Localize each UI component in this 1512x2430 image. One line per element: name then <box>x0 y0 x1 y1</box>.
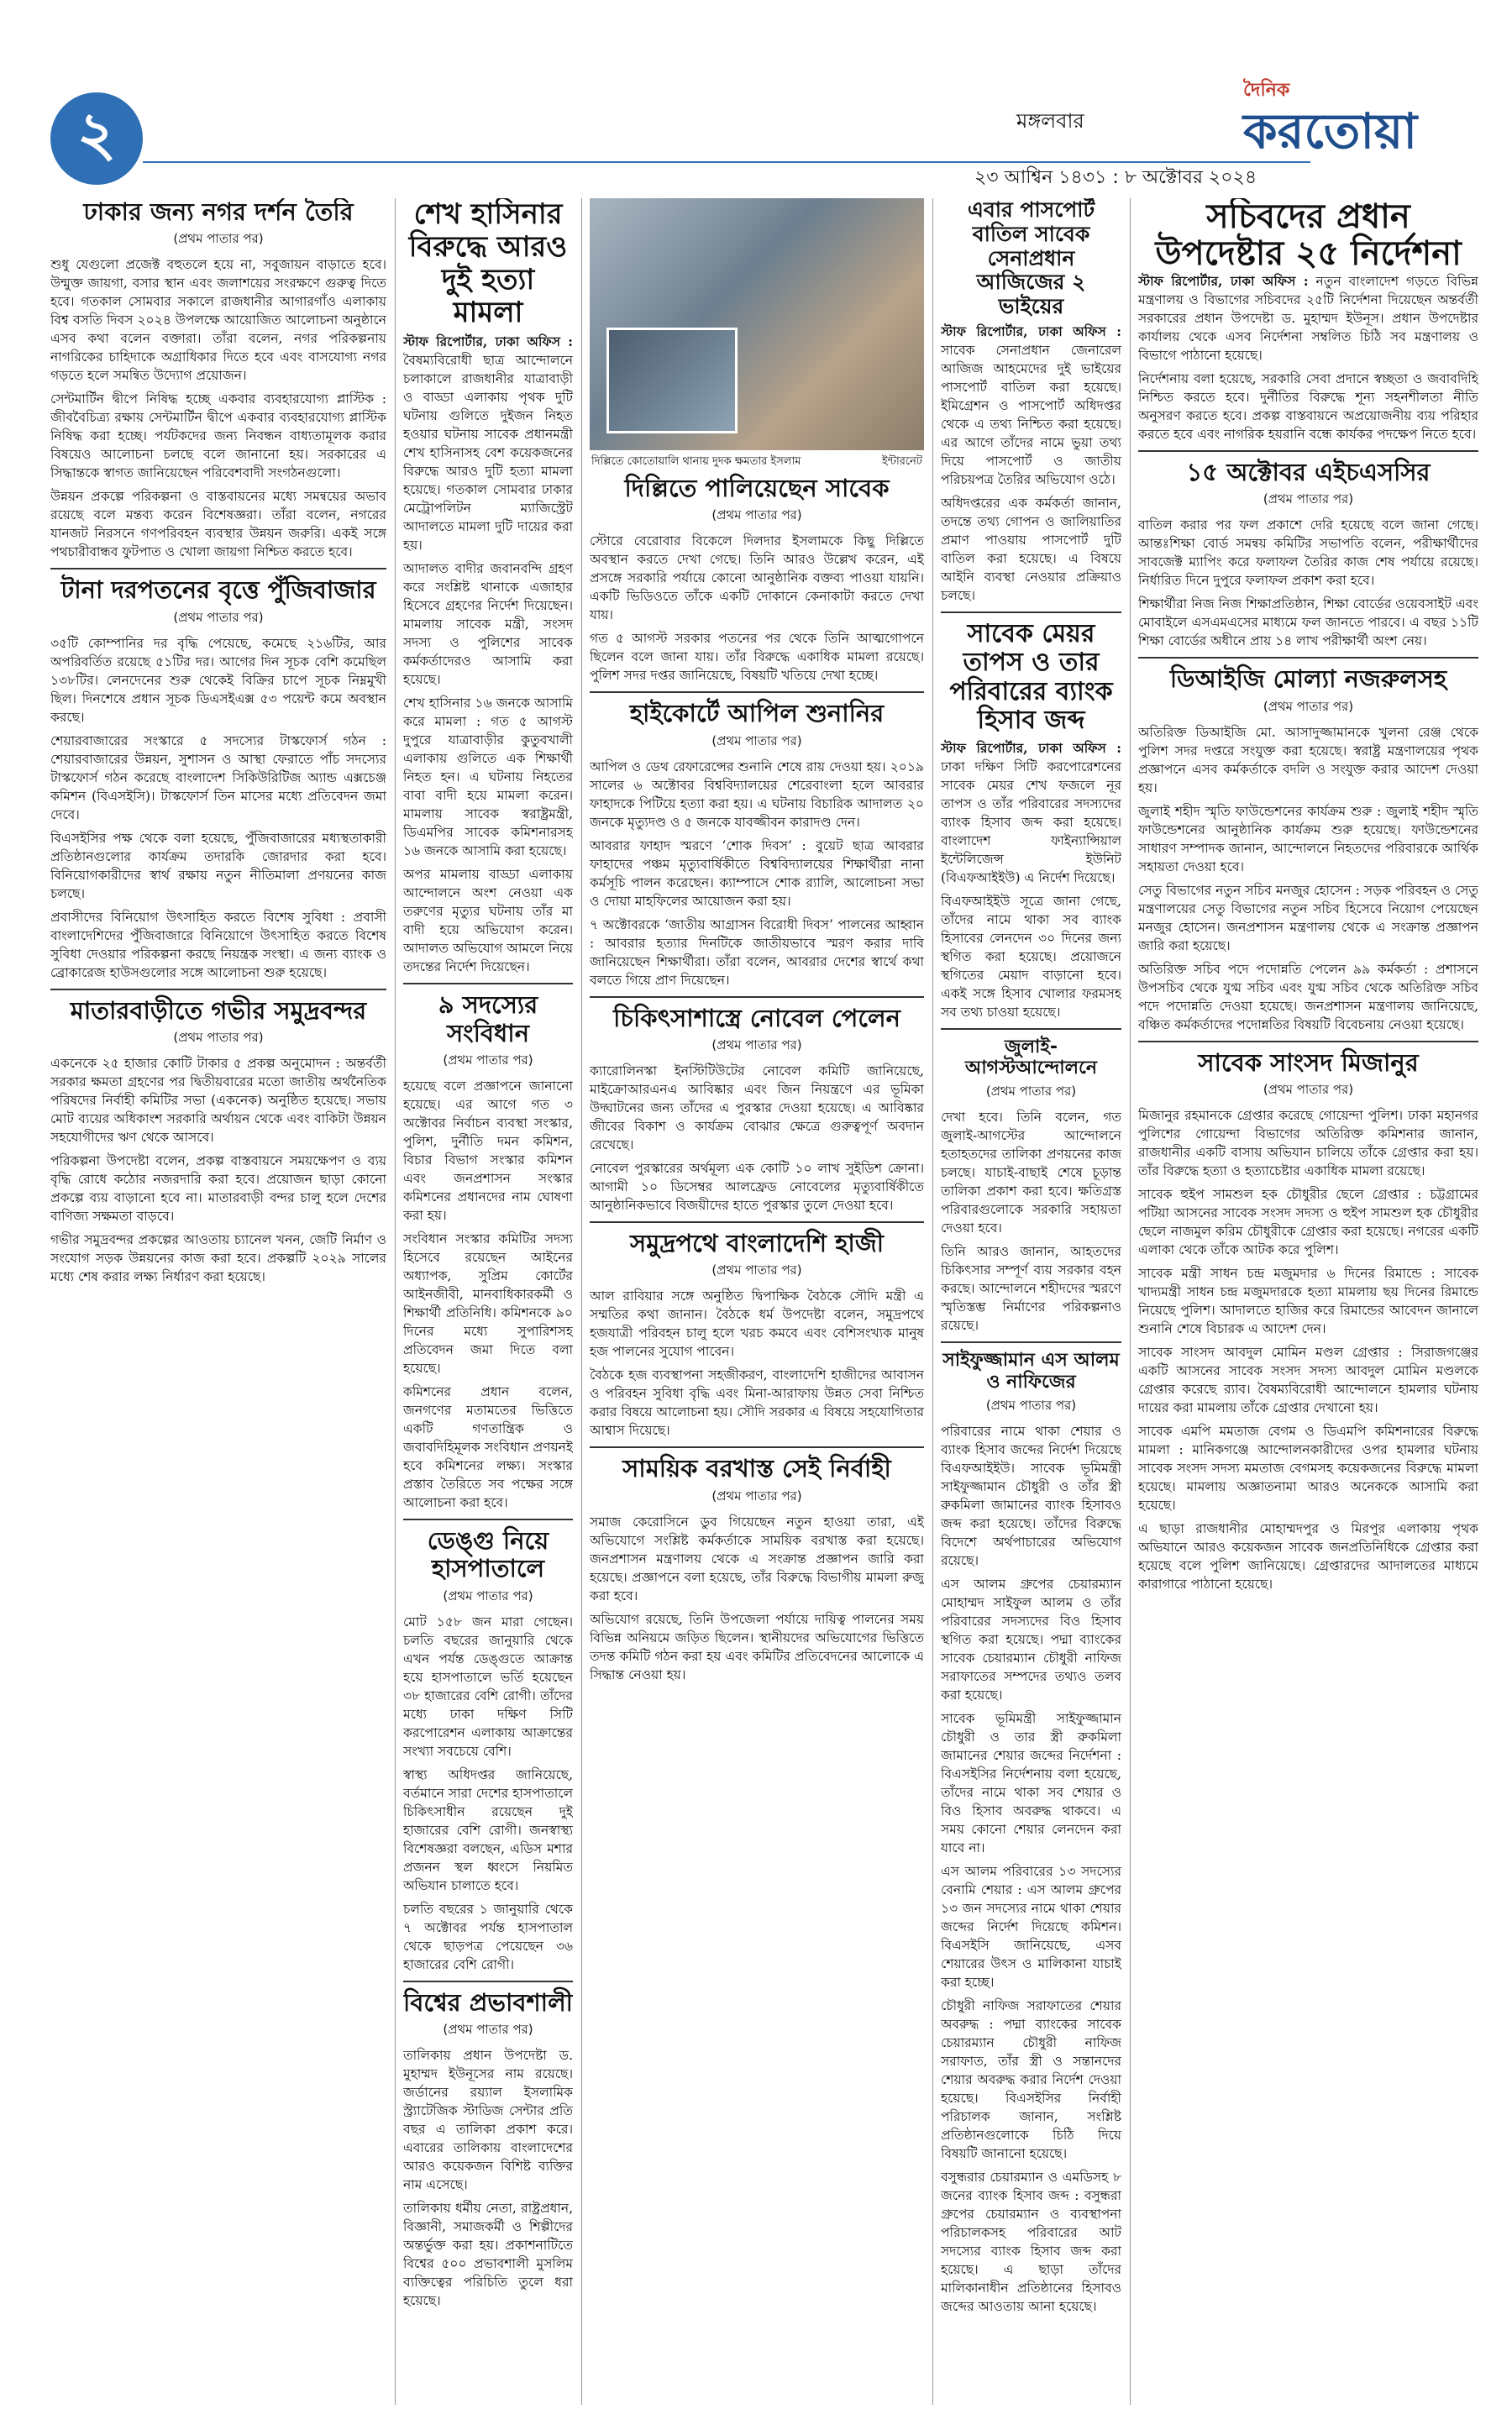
paragraph: তালিকায় প্রধান উপদেষ্টা ড. মুহাম্মদ ইউনূসের নাম রয়েছে। জর্ডানের রয়্যাল ইসলামিক স্ট্র্যাটেজিক স্টাডিজ সেন্টার প্রতি বছর এ তালিকা প্রকাশ করে। এবারের তালিকায় বাংলাদেশের আরও কয়েকজন বিশিষ্ট ব্যক্তির নাম এসেছে। <box>403 2048 573 2193</box>
header-date: ২৩ আশ্বিন ১৪৩১ : ৮ অক্টোবর ২০২৪ <box>974 167 1257 188</box>
paragraph: তিনি আরও জানান, আহতদের চিকিৎসার সম্পূর্ণ ব্যয় সরকার বহন করছে। আন্দোলনে শহীদদের স্মরণে স্মৃতিস্তম্ভ নির্মাণের পরিকল্পনাও রয়েছে। <box>941 1244 1121 1334</box>
continuation-note: (প্রথম পাতার পর) <box>1263 698 1354 714</box>
caption-text: দিল্লিতে কোতোয়ালি থানায় দুদক ক্ষমতার ইসলাম <box>591 455 801 468</box>
paragraph: এস আলম পরিবারের ১৩ সদস্যের বেনামি শেয়ার : এস আলম গ্রুপের ১৩ জন সদস্যের নামে থাকা শেয়ার জব্দের নির্দেশ দিয়েছে কমিশন। বিএসইসি জানিয়েছে, এসব শেয়ারের উৎস ও মালিকানা যাচাই করা হচ্ছে। <box>941 1863 1121 1990</box>
story-divider <box>50 989 386 990</box>
continuation-note: (প্রথম পাতার পর) <box>711 1037 802 1053</box>
continuation-note: (প্রথম পাতার পর) <box>443 2022 533 2038</box>
paragraph: ক্যারোলিনস্কা ইনস্টিটিউটের নোবেল কমিটি জানিয়েছে, মাইক্রোআরএনএ আবিষ্কার এবং জিন নিয়ন্ত্রণে এর ভূমিকা উদ্ঘাটনের জন্য তাঁদের এ পুরস্কার দেওয়া হয়েছে। এ আবিষ্কার জীবের বিকাশ ও কার্যক্রম বোঝার ক্ষেত্রে গুরুত্বপূর্ণ অবদান রেখেছে। <box>590 1063 924 1153</box>
paragraph <box>941 323 1121 489</box>
column-rule <box>581 198 582 2405</box>
headline-constitution[interactable]: ৯ সদস্যের সংবিধান <box>438 990 538 1047</box>
paragraph: কমিশনের প্রধান বলেন, জনগণের মতামতের ভিত্তিতে একটি গণতান্ত্রিক ও জবাবদিহিমূলক সংবিধান প্রণয়নই হবে কমিশনের লক্ষ্য। সংস্কার প্রস্তাব তৈরিতে সব পক্ষের সঙ্গে আলোচনা করা হবে। <box>403 1384 573 1511</box>
paragraph: বাতিল করার পর ফল প্রকাশে দেরি হয়েছে বলে জানা গেছে। আন্তঃশিক্ষা বোর্ড সমন্বয় কমিটির সভাপতি বলেন, পরীক্ষার্থীদের সাবজেক্ট ম্যাপিং করে ফলাফল তৈরির কাজ শেষ পর্যায়ে রয়েছে। নির্ধারিত দিনে দুপুরে ফলাফল প্রকাশ করা হবে। <box>1138 517 1478 589</box>
paragraph: দেখা হবে। তিনি বলেন, গত জুলাই-আগস্টের আন্দোলনে হতাহতদের তালিকা প্রণয়নের কাজ চলছে। যাচাই-বাছাই শেষে চূড়ান্ত তালিকা প্রকাশ করা হবে। ক্ষতিগ্রস্ত পরিবারগুলোকে সরকারি সহায়তা দেওয়া হবে। <box>941 1110 1121 1236</box>
column-rule <box>395 198 396 2405</box>
headline-hajj-sea[interactable]: সমুদ্রপথে বাংলাদেশি হাজী <box>629 1229 885 1258</box>
continuation-note: (প্রথম পাতার পর) <box>711 1488 802 1504</box>
continuation-note: (প্রথম পাতার পর) <box>711 1262 802 1278</box>
story-divider <box>590 691 924 693</box>
story-divider <box>590 996 924 998</box>
paragraph: সাবেক এমপি মমতাজ বেগম ও ডিএমপি কমিশনারের বিরুদ্ধে মামলা : মানিকগঞ্জে আন্দোলনকারীদের ওপর হামলার ঘটনায় সাবেক সংসদ সদস্য মমতাজ বেগমসহ কয়েকজনের বিরুদ্ধে মামলা হয়েছে। মামলায় অজ্ঞাতনামা আরও অনেককে আসামি করা হয়েছে। <box>1138 1424 1478 1514</box>
paragraph: মোট ১৫৮ জন মারা গেছেন। চলতি বছরের জানুয়ারি থেকে এখন পর্যন্ত ডেঙ্গুতে আক্রান্ত হয়ে হাসপাতালে ভর্তি হয়েছেন ৩৮ হাজারের বেশি রোগী। তাঁদের মধ্যে ঢাকা দক্ষিণ সিটি করপোরেশন এলাকায় আক্রান্তের সংখ্যা সবচেয়ে বেশি। <box>403 1614 573 1759</box>
paragraph-text: বৈষম্যবিরোধী ছাত্র আন্দোলনে চলাকালে রাজধানীর যাত্রাবাড়ী ও বাড্ডা এলাকায় পৃথক দুটি ঘটনায় গুলিতে দুইজন নিহত হওয়ার ঘটনায় সাবেক প্রধানমন্ত্রী শেখ হাসিনাসহ বেশ কয়েকজনের বিরুদ্ধে আরও দুটি হত্যা মামলা হয়েছে। গতকাল সোমবার ঢাকার মেট্রোপলিটন ম্যাজিস্ট্রেট আদালতে মামলা দুটি দায়ের করা হয়। <box>403 353 573 554</box>
paragraph: সাবেক ভূমিমন্ত্রী সাইফুজ্জামান চৌধুরী ও তার স্ত্রী রুকমিলা জামানের শেয়ার জব্দের নির্দেশনা : বিএসইসির নির্দেশনায় বলা হয়েছে, তাঁদের নামে থাকা সব শেয়ার ও বিও হিসাব অবরুদ্ধ থাকবে। এ সময় কোনো শেয়ার লেনদেন করা যাবে না। <box>941 1710 1121 1855</box>
headline-suspended[interactable]: সাময়িক বরখাস্ত সেই নির্বাহী <box>622 1454 891 1483</box>
headline-high-court[interactable]: হাইকোর্টে আপিল শুনানির <box>629 699 885 728</box>
logo-big-text: করতোয়া <box>1243 102 1418 160</box>
headline-nagar-darshan[interactable]: ঢাকার জন্য নগর দর্শন তৈরি <box>83 198 354 226</box>
story-divider <box>941 1028 1121 1030</box>
headline-taposh[interactable]: সাবেক মেয়র তাপস ও তার পরিবারের ব্যাংক হিসাব জব্দ <box>949 618 1113 736</box>
paragraph: অপর মামলায় বাড্ডা এলাকায় আন্দোলনে অংশ নেওয়া এক তরুণের মৃত্যুর ঘটনায় তাঁর মা বাদী হয়ে অভিযোগ করেন। আদালত অভিযোগ আমলে নিয়ে তদন্তের নির্দেশ দিয়েছেন। <box>403 867 573 975</box>
story-divider <box>590 1446 924 1448</box>
column-2 <box>403 198 573 2399</box>
paragraph: নির্দেশনায় বলা হয়েছে, সরকারি সেবা প্রদানে স্বচ্ছতা ও জবাবদিহি নিশ্চিত করতে হবে। দুর্নীতির বিরুদ্ধে শূন্য সহনশীলতা নীতি অনুসরণ করতে হবে। প্রকল্প বাস্তবায়নে অপ্রয়োজনীয় ব্যয় পরিহার করতে হবে এবং নাগরিক হয়রানি বন্ধে কার্যকর পদক্ষেপ নিতে হবে। <box>1138 371 1478 442</box>
paragraph: শিক্ষার্থীরা নিজ নিজ শিক্ষাপ্রতিষ্ঠান, শিক্ষা বোর্ডের ওয়েবসাইট এবং মোবাইলে এসএমএসের মাধ্যমে ফল জানতে পারবে। এ বছর ১১টি শিক্ষা বোর্ডের অধীনে প্রায় ১৪ লাখ পরীক্ষার্থী অংশ নেয়। <box>1138 596 1478 649</box>
headline-passport[interactable]: এবার পাসপোর্ট বাতিল সাবেক সেনাপ্রধান আজিজের ২ ভাইয়ের <box>967 198 1095 318</box>
paragraph-text: সাবেক সেনাপ্রধান জেনারেল আজিজ আহমেদের দুই ভাইয়ের পাসপোর্ট বাতিল করা হয়েছে। ইমিগ্রেশন ও পাসপোর্ট অধিদপ্তর থেকে এ তথ্য নিশ্চিত করা হয়েছে। এর আগে তাঁদের নামে ভুয়া তথ্য দিয়ে পাসপোর্ট ও জাতীয় পরিচয়পত্র তৈরির অভিযোগ ওঠে। <box>941 342 1121 487</box>
paragraph: অতিরিক্ত ডিআইজি মো. আসাদুজ্জামানকে খুলনা রেঞ্জ থেকে পুলিশ সদর দপ্তরে সংযুক্ত করা হয়েছে। স্বরাষ্ট্র মন্ত্রণালয়ের পৃথক প্রজ্ঞাপনে এসব কর্মকর্তাকে বদলি ও সংযুক্ত করার আদেশ দেওয়া হয়। <box>1138 724 1478 795</box>
paragraph: ৭ অক্টোবরকে ‘জাতীয় আগ্রাসন বিরোধী দিবস’ পালনের আহ্বান : আবরার হত্যার দিনটিকে জাতীয়ভাবে স্মরণ করার দাবি জানিয়েছেন শিক্ষার্থীরা। তাঁরা বলেন, আবরার দেশের স্বার্থে কথা বলতে গিয়ে প্রাণ দিয়েছেন। <box>590 916 924 988</box>
caption-credit: ইন্টারনেট <box>882 455 922 468</box>
headline-share-market[interactable]: টানা দরপতনের বৃত্তে পুঁজিবাজার <box>60 575 376 605</box>
paragraph: আদালত বাদীর জবানবন্দি গ্রহণ করে সংশ্লিষ্ট থানাকে এজাহার হিসেবে গ্রহণের নির্দেশ দিয়েছেন। মামলায় সাবেক মন্ত্রী, সংসদ সদস্য ও পুলিশের সাবেক কর্মকর্তাদেরও আসামি করা হয়েছে। <box>403 561 573 688</box>
page-number-badge: ২ <box>50 92 143 185</box>
paragraph <box>403 333 573 554</box>
paragraph: এস আলম গ্রুপের চেয়ারম্যান মোহাম্মদ সাইফুল আলম ও তাঁর পরিবারের সদস্যদের বিও হিসাব স্থগিত করা হয়েছে। পদ্মা ব্যাংকের সাবেক চেয়ারম্যান চৌধুরী নাফিজ সরাফাতের সম্পদের তথ্যও তলব করা হয়েছে। <box>941 1576 1121 1703</box>
newspaper-logo <box>1243 76 1478 176</box>
paragraph: সাবেক সাংসদ আবদুল মোমিন মণ্ডল গ্রেপ্তার : সিরাজগঞ্জের একটি আসনের সাবেক সংসদ সদস্য আবদুল মোমিন মণ্ডলকে গ্রেপ্তার করেছে র‍্যাব। বৈষম্যবিরোধী আন্দোলনে হামলার ঘটনায় দায়ের করা মামলায় তাঁকে গ্রেপ্তার দেখানো হয়। <box>1138 1345 1478 1416</box>
story-divider <box>403 1519 573 1520</box>
story-divider <box>403 1981 573 1982</box>
paragraph: এ ছাড়া রাজধানীর মোহাম্মদপুর ও মিরপুর এলাকায় পৃথক অভিযানে আরও কয়েকজন সাবেক জনপ্রতিনিধিকে গ্রেপ্তার করা হয়েছে বলে পুলিশ জানিয়েছে। গ্রেপ্তারদের আদালতের মাধ্যমে কারাগারে পাঠানো হয়েছে। <box>1138 1521 1478 1593</box>
paragraph: সাবেক মন্ত্রী সাধন চন্দ্র মজুমদার ৬ দিনের রিমান্ডে : সাবেক খাদ্যমন্ত্রী সাধন চন্দ্র মজুমদারকে হত্যা মামলায় ছয় দিনের রিমান্ডে নিয়েছে পুলিশ। আদালতে হাজির করে রিমান্ডের আবেদন জানালে শুনানি শেষে বিচারক এ আদেশ দেন। <box>1138 1266 1478 1337</box>
continuation-note: (প্রথম পাতার পর) <box>711 507 802 523</box>
paragraph <box>941 739 1121 887</box>
paragraph: সাবেক হুইপ সামশুল হক চৌধুরীর ছেলে গ্রেপ্তার : চট্টগ্রামের পটিয়া আসনের সাবেক সংসদ সদস্য ও হুইপ সামশুল হক চৌধুরীর ছেলে নাজমুল করিম চৌধুরীকে গ্রেপ্তার করা হয়েছে। নগরের একটি এলাকা থেকে তাঁকে আটক করে পুলিশ। <box>1138 1187 1478 1258</box>
story-divider <box>941 611 1121 613</box>
paragraph: মিজানুর রহমানকে গ্রেপ্তার করেছে গোয়েন্দা পুলিশ। ঢাকা মহানগর পুলিশের গোয়েন্দা বিভাগের অতিরিক্ত কমিশনার জানান, রাজধানীর একটি বাসায় অভিযান চালিয়ে তাঁকে গ্রেপ্তার করা হয়। তাঁর বিরুদ্ধে হত্যা ও হত্যাচেষ্টার একাধিক মামলা রয়েছে। <box>1138 1108 1478 1179</box>
paragraph: একনেকে ২৫ হাজার কোটি টাকার ৫ প্রকল্প অনুমোদন : অন্তর্বর্তী সরকার ক্ষমতা গ্রহণের পর দ্বিতীয়বারের মতো জাতীয় অর্থনৈতিক পরিষদের নির্বাহী কমিটির সভা (একনেক) অনুষ্ঠিত হয়েছে। সভায় মোট ব্যয়ের অধিকাংশ সরকারি অর্থায়ন থেকে এবং বাকিটা উন্নয়ন সহযোগীদের ঋণ থেকে আসবে। <box>50 1056 386 1146</box>
header-day: মঙ্গলবার <box>1016 109 1084 133</box>
headline-hasina-cases[interactable]: শেখ হাসিনার বিরুদ্ধে আরও দুই হত্যা মামলা <box>408 198 568 330</box>
paragraph: বৈঠকে হজ ব্যবস্থাপনা সহজীকরণ, বাংলাদেশি হাজীদের আবাসন ও পরিবহন সুবিধা বৃদ্ধি এবং মিনা-আরাফায় উন্নত সেবা নিশ্চিত করার বিষয়ে আলোচনা হয়। সৌদি সরকার এ বিষয়ে সহযোগিতার আশ্বাস দিয়েছে। <box>590 1367 924 1439</box>
continuation-note: (প্রথম পাতার পর) <box>173 231 264 247</box>
logo-small-text: দৈনিক <box>1243 80 1290 101</box>
paragraph: শেখ হাসিনার ১৬ জনকে আসামি করে মামলা : গত ৫ আগস্ট দুপুরে যাত্রাবাড়ীর কুতুবখালী এলাকায় গুলিতে এক শিক্ষার্থী নিহত হন। এ ঘটনায় নিহতের বাবা বাদী হয়ে মামলা করেন। মামলায় সাবেক স্বরাষ্ট্রমন্ত্রী, ডিএমপির সাবেক কমিশনারসহ ১৬ জনকে আসামি করা হয়েছে। <box>403 695 573 859</box>
story-divider <box>1138 1041 1478 1042</box>
paragraph: চৌধুরী নাফিজ সরাফাতের শেয়ার অবরুদ্ধ : পদ্মা ব্যাংকের সাবেক চেয়ারম্যান চৌধুরী নাফিজ সরাফাত, তাঁর স্ত্রী ও সন্তানদের শেয়ার অবরুদ্ধ করার নির্দেশ দেওয়া হয়েছে। বিএসইসির নির্বাহী পরিচালক জানান, সংশ্লিষ্ট প্রতিষ্ঠানগুলোকে চিঠি দিয়ে বিষয়টি জানানো হয়েছে। <box>941 1997 1121 2161</box>
story-divider <box>1138 657 1478 659</box>
paragraph: বিএফআইইউ সূত্রে জানা গেছে, তাঁদের নামে থাকা সব ব্যাংক হিসাবের লেনদেন ৩০ দিনের জন্য স্থগিত করা হয়েছে। প্রয়োজনে স্থগিতের মেয়াদ বাড়ানো হবে। একই সঙ্গে হিসাব খোলার ফরমসহ সব তথ্য চাওয়া হয়েছে। <box>941 893 1121 1020</box>
column-3 <box>590 198 924 2399</box>
byline: স্টাফ রিপোর্টার, ঢাকা অফিস : <box>403 333 573 350</box>
paragraph: অধিদপ্তরের এক কর্মকর্তা জানান, তদন্তে তথ্য গোপন ও জালিয়াতির প্রমাণ পাওয়ায় পাসপোর্ট দুটি বাতিল করা হয়েছে। এ বিষয়ে আইনি ব্যবস্থা নেওয়ার প্রক্রিয়াও চলছে। <box>941 495 1121 603</box>
paragraph: গত ৫ আগস্ট সরকার পতনের পর থেকে তিনি আত্মগোপনে ছিলেন বলে জানা যায়। তাঁর বিরুদ্ধে একাধিক মামলা রয়েছে। পুলিশ সদর দপ্তর জানিয়েছে, বিষয়টি খতিয়ে দেখা হচ্ছে। <box>590 631 924 684</box>
paragraph: তালিকায় ধর্মীয় নেতা, রাষ্ট্রপ্রধান, বিজ্ঞানী, সমাজকর্মী ও শিল্পীদের অন্তর্ভুক্ত করা হয়। প্রকাশনাটিতে বিশ্বের ৫০০ প্রভাবশালী মুসলিম ব্যক্তিত্বের পরিচিতি তুলে ধরা হয়েছে। <box>403 2201 573 2309</box>
photo-caption <box>590 450 924 475</box>
headline-matarbari[interactable]: মাতারবাড়ীতে গভীর সমুদ্রবন্দর <box>70 995 367 1025</box>
headline-dengue[interactable]: ডেঙ্গু নিয়ে হাসপাতালে <box>427 1526 549 1583</box>
column-rule <box>932 198 933 2405</box>
continuation-note: (প্রথম পাতার পর) <box>173 609 264 625</box>
paragraph: সেতু বিভাগের নতুন সচিব মনজুর হোসেন : সড়ক পরিবহন ও সেতু মন্ত্রণালয়ের সেতু বিভাগের নতুন সচিব হিসেবে নিয়োগ পেয়েছেন মনজুর হোসেন। জনপ্রশাসন মন্ত্রণালয় থেকে এ সংক্রান্ত প্রজ্ঞাপন জারি করা হয়েছে। <box>1138 882 1478 953</box>
paragraph: চলতি বছরের ১ জানুয়ারি থেকে ৭ অক্টোবর পর্যন্ত হাসপাতাল থেকে ছাড়পত্র পেয়েছেন ৩৬ হাজারের বেশি রোগী। <box>403 1901 573 1972</box>
paragraph-text: ঢাকা দক্ষিণ সিটি করপোরেশনের সাবেক মেয়র শেখ ফজলে নূর তাপস ও তাঁর পরিবারের সদস্যদের ব্যাংক হিসাব জব্দ করা হয়েছে। বাংলাদেশ ফাইন্যান্সিয়াল ইন্টেলিজেন্স ইউনিট (বিএফআইইউ) এ নির্দেশ দিয়েছে। <box>941 758 1121 885</box>
paragraph: বসুন্ধরার চেয়ারম্যান ও এমডিসহ ৮ জনের ব্যাংক হিসাব জব্দ : বসুন্ধরা গ্রুপের চেয়ারম্যান ও ব্যবস্থাপনা পরিচালকসহ পরিবারের আট সদস্যের ব্যাংক হিসাব জব্দ করা হয়েছে। এ ছাড়া তাঁদের মালিকানাধীন প্রতিষ্ঠানের হিসাবও জব্দের আওতায় আনা হয়েছে। <box>941 2169 1121 2314</box>
paragraph: নোবেল পুরস্কারের অর্থমূল্য এক কোটি ১০ লাখ সুইডিশ ক্রোনা। আগামী ১০ ডিসেম্বর আলফ্রেড নোবেলের মৃত্যুবার্ষিকীতে আনুষ্ঠানিকভাবে বিজয়ীদের হাতে পুরস্কার তুলে দেওয়া হবে। <box>590 1161 924 1214</box>
column-4 <box>941 198 1121 2399</box>
headline-secretaries[interactable]: সচিবদের প্রধান উপদেষ্টার ২৫ নির্দেশনা <box>1155 198 1462 273</box>
continuation-note: (প্রথম পাতার পর) <box>1263 491 1354 507</box>
continuation-note: (প্রথম পাতার পর) <box>443 1052 533 1068</box>
paragraph: পরিকল্পনা উপদেষ্টা বলেন, প্রকল্প বাস্তবায়নে সময়ক্ষেপণ ও ব্যয় বৃদ্ধি রোধে কঠোর নজরদারি করা হবে। প্রয়োজন ছাড়া কোনো প্রকল্পে ব্যয় বাড়ানো হবে না। মাতারবাড়ী বন্দর চালু হলে দেশের বাণিজ্য সক্ষমতা বাড়বে। <box>50 1153 386 1225</box>
continuation-note: (প্রথম পাতার পর) <box>443 1588 533 1603</box>
column-5 <box>1138 198 1478 2399</box>
story-divider <box>590 1221 924 1223</box>
continuation-note: (প্রথম পাতার পর) <box>711 732 802 748</box>
paragraph: বিএসইসির পক্ষ থেকে বলা হয়েছে, পুঁজিবাজারের মধ্যস্থতাকারী প্রতিষ্ঠানগুলোর কার্যক্রম তদারকি জোরদার করা হবে। বিনিয়োগকারীদের স্বার্থ রক্ষায় নতুন নীতিমালা প্রণয়নের কাজ চলছে। <box>50 830 386 901</box>
paragraph: আল রাবিয়ার সঙ্গে অনুষ্ঠিত দ্বিপাক্ষিক বৈঠকে সৌদি মন্ত্রী এ সম্মতির কথা জানান। বৈঠকে ধর্ম উপদেষ্টা বলেন, সমুদ্রপথে হজযাত্রী পরিবহন চালু হলে খরচ কমবে এবং বেশিসংখ্যক মানুষ হজ পালনের সুযোগ পাবেন। <box>590 1288 924 1360</box>
paragraph: আবরার ফাহাদ স্মরণে ‘শোক দিবস’ : বুয়েট ছাত্র আবরার ফাহাদের পঞ্চম মৃত্যুবার্ষিকীতে বিশ্ববিদ্যালয়ের শিক্ষার্থীরা নানা কর্মসূচি পালন করেছেন। ক্যাম্পাসে শোক র‍্যালি, আলোচনা সভা ও দোয়া মাহফিলের আয়োজন করা হয়। <box>590 837 924 909</box>
byline: স্টাফ রিপোর্টার, ঢাকা অফিস : <box>941 323 1121 339</box>
paragraph <box>1138 272 1478 365</box>
paragraph: আপিল ও ডেথ রেফারেন্সের শুনানি শেষে রায় দেওয়া হয়। ২০১৯ সালের ৬ অক্টোবর বিশ্ববিদ্যালয়ের শেরেবাংলা হলে আবরার ফাহাদকে পিটিয়ে হত্যা করা হয়। এ ঘটনায় বিচারিক আদালত ২০ জনকে মৃত্যুদণ্ড ও ৫ জনকে যাবজ্জীবন কারাদণ্ড দেন। <box>590 758 924 830</box>
story-divider <box>941 1341 1121 1343</box>
headline-nobel[interactable]: চিকিৎসাশাস্ত্রে নোবেল পেলেন <box>613 1003 900 1032</box>
paragraph: ৩৫টি কোম্পানির দর বৃদ্ধি পেয়েছে, কমেছে ২১৬টির, আর অপরিবর্তিত রয়েছে ৫১টির দর। আগের দিন সূচক বেশি কমেছিল ১৩৮টির। লেনদেনের শুরু থেকেই বিক্রির চাপে সূচক নিম্নমুখী ছিল। দিনশেষে প্রধান সূচক ডিএসইএক্স ৫৩ পয়েন্ট কমে অবস্থান করছে। <box>50 635 386 725</box>
paragraph: সংবিধান সংস্কার কমিটির সদস্য হিসেবে রয়েছেন আইনের অধ্যাপক, সুপ্রিম কোর্টের আইনজীবী, মানবাধিকারকর্মী ও শিক্ষার্থী প্রতিনিধি। কমিশনকে ৯০ দিনের মধ্যে সুপারিশসহ প্রতিবেদন জমা দিতে বলা হয়েছে। <box>403 1231 573 1377</box>
continuation-note: (প্রথম পাতার পর) <box>985 1084 1077 1100</box>
headline-delhi[interactable]: দিল্লিতে পালিয়েছেন সাবেক <box>624 474 890 502</box>
continuation-note: (প্রথম পাতার পর) <box>173 1030 264 1046</box>
paragraph: স্বাস্থ্য অধিদপ্তর জানিয়েছে, বর্তমানে সারা দেশের হাসপাতালে চিকিৎসাধীন রয়েছেন দুই হাজারের বেশি রোগী। জনস্বাস্থ্য বিশেষজ্ঞরা বলছেন, এডিস মশার প্রজনন স্থল ধ্বংসে নিয়মিত অভিযান চালাতে হবে। <box>403 1766 573 1893</box>
continuation-note: (প্রথম পাতার পর) <box>985 1397 1077 1413</box>
story-divider <box>50 568 386 569</box>
photo-inset <box>606 328 738 433</box>
paragraph: প্রবাসীদের বিনিয়োগ উৎসাহিত করতে বিশেষ সুবিধা : প্রবাসী বাংলাদেশিদের পুঁজিবাজারে বিনিয়োগে উৎসাহিত করতে বিশেষ সুবিধা দেওয়ার পরিকল্পনা করছে নিয়ন্ত্রক সংস্থা। এ জন্য ব্যাংক ও ব্রোকারেজ হাউসগুলোর সঙ্গে আলোচনা শুরু হয়েছে। <box>50 909 386 980</box>
paragraph: সেন্টমার্টিন দ্বীপে নিষিদ্ধ হচ্ছে একবার ব্যবহারযোগ্য প্লাস্টিক : জীববৈচিত্র্য রক্ষায় সেন্টমার্টিন দ্বীপে একবার ব্যবহারযোগ্য প্লাস্টিক নিষিদ্ধ করা হচ্ছে। পর্যটকদের জন্য নিবন্ধন বাধ্যতামূলক করার বিষয়েও আলোচনা চলছে বলে জানানো হয়। সরকারের এ সিদ্ধান্তকে স্বাগত জানিয়েছেন পরিবেশবাদী সংগঠনগুলো। <box>50 391 386 481</box>
headline-influential[interactable]: বিশ্বের প্রভাবশালী <box>403 1987 573 2017</box>
continuation-note: (প্রথম পাতার পর) <box>1263 1082 1354 1098</box>
paragraph: পরিবারের নামে থাকা শেয়ার ও ব্যাংক হিসাব জব্দের নির্দেশ দিয়েছে বিএফআইইউ। সাবেক ভূমিমন্ত্রী সাইফুজ্জামান চৌধুরী ও তাঁর স্ত্রী রুকমিলা জামানের ব্যাংক হিসাবও জব্দ করা হয়েছে। তাঁদের বিরুদ্ধে বিদেশে অর্থপাচারের অভিযোগ রয়েছে। <box>941 1423 1121 1568</box>
headline-saifuzzaman[interactable]: সাইফুজ্জামান এস আলম ও নাফিজের <box>942 1350 1120 1393</box>
paragraph: গভীর সমুদ্রবন্দর প্রকল্পের আওতায় চ্যানেল খনন, জেটি নির্মাণ ও সংযোগ সড়ক উন্নয়নের কাজ করা হবে। প্রকল্পটি ২০২৯ সালের মধ্যে শেষ করার লক্ষ্য নির্ধারণ করা হয়েছে। <box>50 1232 386 1285</box>
paragraph-text: নতুন বাংলাদেশ গড়তে বিভিন্ন মন্ত্রণালয় ও বিভাগের সচিবদের ২৫টি নির্দেশনা দিয়েছেন অন্তর্বর্তী সরকারের প্রধান উপদেষ্টা ড. মুহাম্মদ ইউনূস। প্রধান উপদেষ্টার কার্যালয় থেকে এসব নির্দেশনা সম্বলিত চিঠি সব মন্ত্রণালয় ও বিভাগে পাঠানো হয়েছে। <box>1138 274 1478 363</box>
story-divider <box>403 983 573 984</box>
paragraph: জুলাই শহীদ স্মৃতি ফাউন্ডেশনের কার্যক্রম শুরু : জুলাই শহীদ স্মৃতি ফাউন্ডেশনের আনুষ্ঠানিক কার্যক্রম শুরু হয়েছে। ফাউন্ডেশনের সাধারণ সম্পাদক জানান, আন্দোলনে নিহতদের পরিবারকে আর্থিক সহায়তা দেওয়া হবে। <box>1138 803 1478 874</box>
headline-dig[interactable]: ডিআইজি মোল্যা নজরুলসহ <box>1169 664 1447 694</box>
paragraph: হয়েছে বলে প্রজ্ঞাপনে জানানো হয়েছে। এর আগে গত ৩ অক্টোবর নির্বাচন ব্যবস্থা সংস্কার, পুলিশ, দুর্নীতি দমন কমিশন, বিচার বিভাগ সংস্কার কমিশন এবং জনপ্রশাসন সংস্কার কমিশনের প্রধানদের নাম ঘোষণা করা হয়। <box>403 1079 573 1224</box>
headline-mizanur[interactable]: সাবেক সাংসদ মিজানুর <box>1198 1047 1419 1077</box>
news-photo <box>590 198 924 450</box>
paragraph: অভিযোগ রয়েছে, তিনি উপজেলা পর্যায়ে দায়িত্ব পালনের সময় বিভিন্ন অনিয়মে জড়িত ছিলেন। স্থানীয়দের অভিযোগের ভিত্তিতে তদন্ত কমিটি গঠন করা হয় এবং কমিটির প্রতিবেদনের আলোকে এ সিদ্ধান্ত নেওয়া হয়। <box>590 1611 924 1682</box>
byline: স্টাফ রিপোর্টার, ঢাকা অফিস : <box>1138 273 1309 289</box>
headline-july-august[interactable]: জুলাই-আগস্টআন্দোলনে <box>965 1036 1097 1079</box>
column-rule <box>1130 198 1131 2405</box>
byline: স্টাফ রিপোর্টার, ঢাকা অফিস : <box>941 739 1121 756</box>
paragraph: শুধু যেগুলো প্রজেক্ট বহুতলে হয়ে না, সবুজায়ন বাড়াতে হবে। উন্মুক্ত জায়গা, বসার স্থান এবং জলাশয়ের সংরক্ষণে গুরুত্ব দিতে হবে। গতকাল সোমবার সকালে রাজধানীর আগারগাঁও এলাকায় বিশ্ব বসতি দিবস ২০২৪ উপলক্ষে আয়োজিত আলোচনা অনুষ্ঠানে এসব কথা বলেন বক্তারা। তাঁরা বলেন, নগর পরিকল্পনায় নাগরিকের চাহিদাকে অগ্রাধিকার দিতে হবে এবং বাসযোগ্য নগর গড়তে হলে সমন্বিত উদ্যোগ প্রয়োজন। <box>50 257 386 384</box>
paragraph: স্টোরে বেরোবার বিকেলে দিলদার ইসলামকে কিছু দিল্লিতে অবস্থান করতে দেখা গেছে। তিনি আরও উল্লেখ করেন, এই প্রসঙ্গে সরকারি পর্যায়ে কোনো আনুষ্ঠানিক বক্তব্য পাওয়া যায়নি। একটি ভিডিওতে তাঁকে একটি দোকানে কেনাকাটা করতে দেখা যায়। <box>590 533 924 623</box>
paragraph: উন্নয়ন প্রকল্পে পরিকল্পনা ও বাস্তবায়নের মধ্যে সমন্বয়ের অভাব রয়েছে বলে মন্তব্য করেন বিশেষজ্ঞরা। তাঁরা বলেন, নগরের যানজট নিরসনে গণপরিবহন ব্যবস্থার উন্নয়ন জরুরি। একই সঙ্গে পথচারীবান্ধব ফুটপাত ও খোলা জায়গা নিশ্চিত করতে হবে। <box>50 489 386 560</box>
paragraph: সমাজ কেরোসিনে ডুব গিয়েছেন নতুন হাওয়া তারা, এই অভিযোগে সংশ্লিষ্ট কর্মকর্তাকে সাময়িক বরখাস্ত করা হয়েছে। জনপ্রশাসন মন্ত্রণালয় থেকে এ সংক্রান্ত প্রজ্ঞাপন জারি করা হয়েছে। প্রজ্ঞাপনে বলা হয়েছে, তাঁর বিরুদ্ধে বিভাগীয় মামলা রুজু করা হবে। <box>590 1514 924 1603</box>
headline-hsc[interactable]: ১৫ অক্টোবর এইচএসসির <box>1186 458 1431 486</box>
paragraph: অতিরিক্ত সচিব পদে পদোন্নতি পেলেন ৯৯ কর্মকর্তা : প্রশাসনে উপসচিব থেকে যুগ্ম সচিব এবং যুগ্ম সচিব থেকে অতিরিক্ত সচিব পদে পদোন্নতি দেওয়া হয়েছে। জনপ্রশাসন মন্ত্রণালয় জানিয়েছে, বঞ্চিত কর্মকর্তাদের পদোন্নতির বিষয়টি বিবেচনায় নেওয়া হয়েছে। <box>1138 961 1478 1032</box>
paragraph: শেয়ারবাজারের সংস্কারে ৫ সদস্যের টাস্কফোর্স গঠন : শেয়ারবাজারের উন্নয়ন, সুশাসন ও আস্থা ফেরাতে পাঁচ সদস্যের টাস্কফোর্স গঠন করেছে বাংলাদেশ সিকিউরিটিজ অ্যান্ড এক্সচেঞ্জ কমিশন (বিএসইসি)। টাস্কফোর্স তিন মাসের মধ্যে প্রতিবেদন জমা দেবে। <box>50 732 386 822</box>
column-1 <box>50 198 386 2399</box>
story-divider <box>1138 450 1478 452</box>
